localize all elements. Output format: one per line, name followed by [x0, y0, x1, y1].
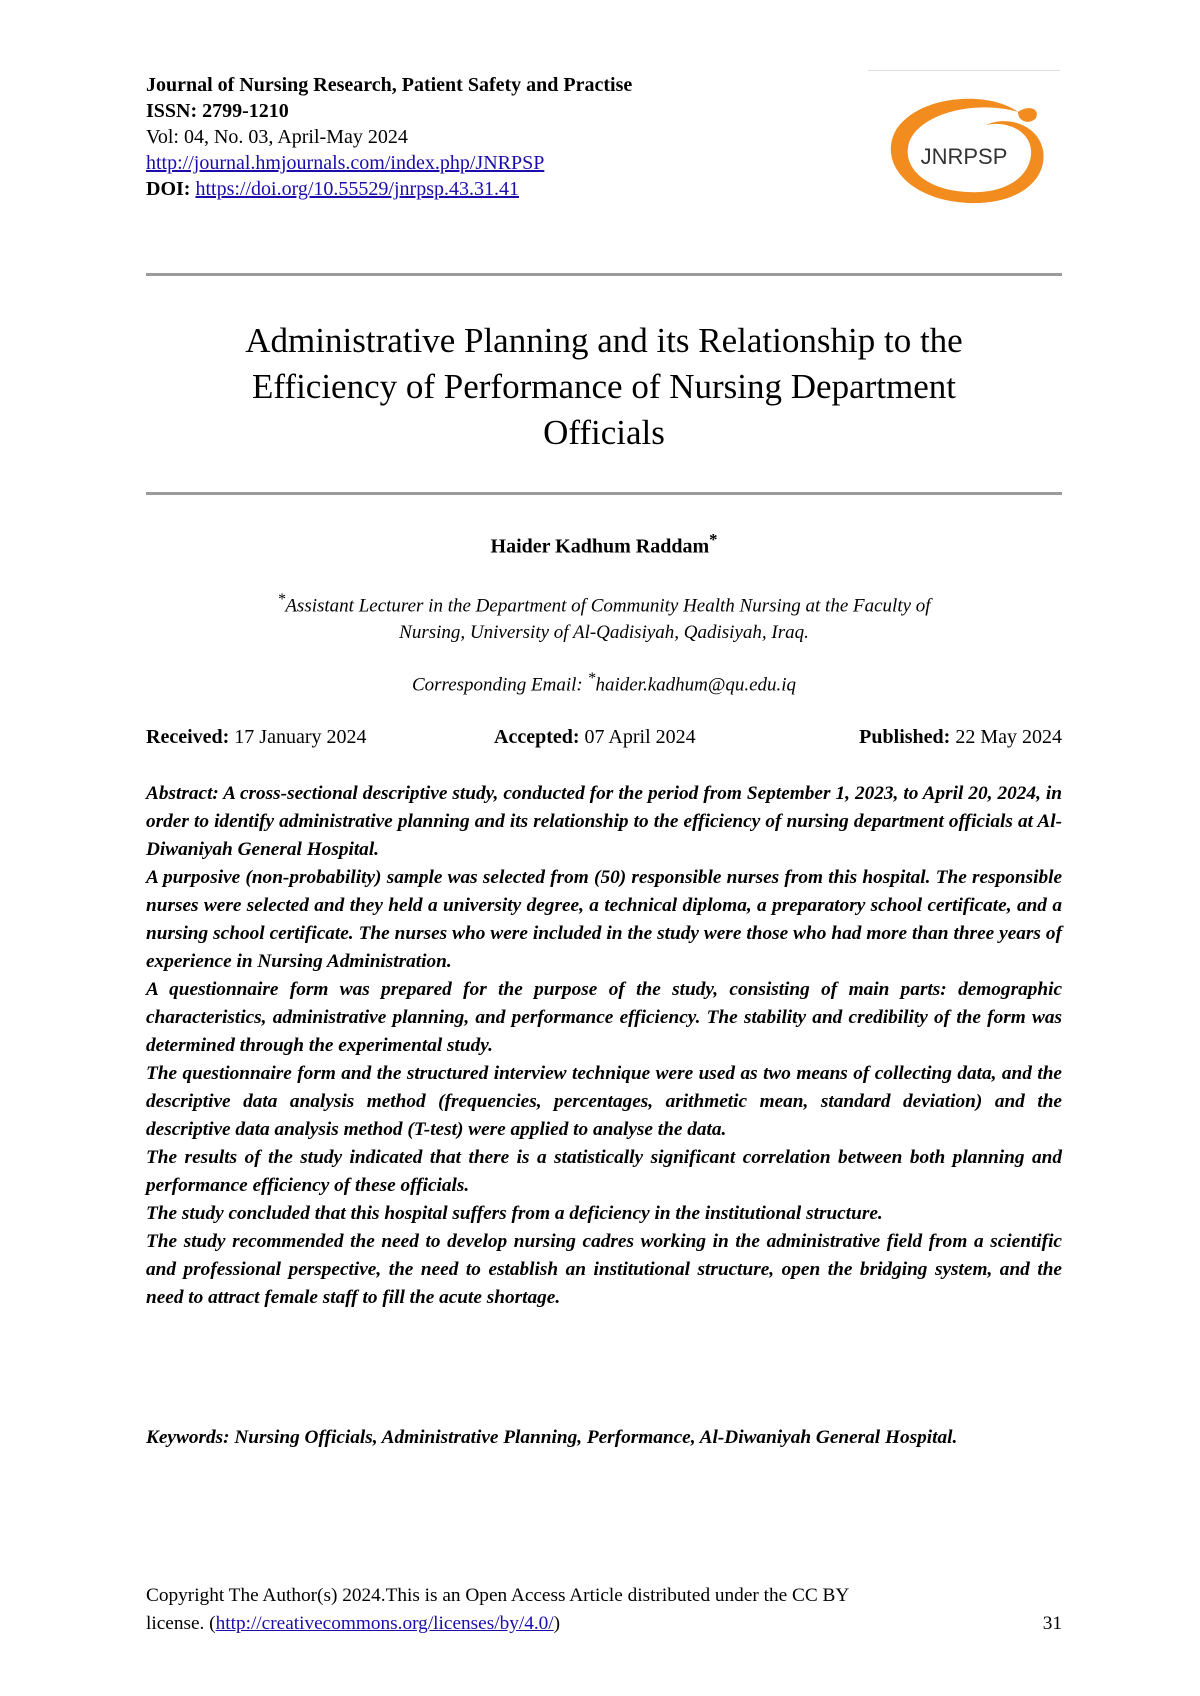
issn: ISSN: 2799-1210: [146, 100, 289, 122]
abstract-paragraph: Abstract: A cross-sectional descriptive study, conducted for the period from September 1, 2023, to April 20, 2024, in order to identify administrative planning and its relationship to the efficiency of nursing department officials at Al-Diwaniyah General Hospital.: [146, 783, 1062, 860]
keywords: Keywords: Nursing Officials, Administrative Planning, Performance, Al-Diwaniyah General Hospital.: [146, 1427, 958, 1448]
published-date: [859, 726, 1062, 749]
license-suffix: ): [553, 1613, 561, 1634]
top-divider: [146, 273, 1062, 276]
affiliation-mark: *: [277, 591, 286, 608]
corresponding-email: [146, 670, 1062, 696]
license-link[interactable]: http://creativecommons.org/licenses/by/4.0/: [215, 1613, 554, 1634]
paper-title: [146, 318, 1062, 456]
page-number: 31: [1042, 1613, 1062, 1634]
abstract-paragraph: The study concluded that this hospital suffers from a deficiency in the institutional structure.: [146, 1203, 883, 1224]
logo-divider: [868, 70, 1060, 71]
email-mark: *: [587, 670, 596, 687]
title-line-3: Officials: [543, 413, 665, 452]
page-footer: [146, 1582, 1062, 1638]
email-address[interactable]: haider.kadhum@qu.edu.iq: [595, 674, 797, 696]
received-date: [146, 726, 367, 749]
accepted-date: [494, 726, 696, 749]
volume-info: Vol: 04, No. 03, April-May 2024: [146, 126, 408, 148]
abstract-paragraph: The questionnaire form and the structured interview technique were used as two means of collecting data, and the descriptive data analysis method (frequencies, percentages, arithmetic mean, standard deviation) and the descriptive data analysis method (T-test) were applied to analyse the data.: [146, 1063, 1062, 1140]
jnrpsp-logo: [868, 70, 1060, 218]
email-label: Corresponding Email:: [411, 674, 583, 696]
abstract: [146, 780, 1062, 1312]
doi-link[interactable]: https://doi.org/10.55529/jnrpsp.43.31.41: [195, 178, 519, 200]
affiliation-line-2: Nursing, University of Al-Qadisiyah, Qadisiyah, Iraq.: [399, 622, 809, 644]
journal-url-link[interactable]: http://journal.hmjournals.com/index.php/JNRPSP: [146, 152, 545, 174]
received-label: Received:: [146, 726, 230, 748]
author-mark: *: [709, 530, 718, 549]
received-value: 17 January 2024: [234, 726, 367, 748]
accepted-value: 07 April 2024: [584, 726, 696, 748]
author-name: Haider Kadhum Raddam: [490, 535, 710, 558]
abstract-paragraph: The study recommended the need to develop nursing cadres working in the administrative field from a scientific and professional perspective, the need to establish an institutional structure, open the bridging system, and the need to attract female staff to fill the acute shortage.: [146, 1231, 1062, 1308]
abstract-paragraph: A questionnaire form was prepared for the purpose of the study, consisting of main parts: demographic characteristics, administrative planning, and performance efficiency. The stability and credibility of the form was determined through the experimental study.: [146, 979, 1062, 1056]
title-line-2: Efficiency of Performance of Nursing Department: [252, 367, 956, 406]
logo-swirl-icon: [868, 70, 1060, 218]
license-prefix: license. (: [146, 1613, 216, 1634]
abstract-paragraph: A purposive (non-probability) sample was selected from (50) responsible nurses from this hospital. The responsible nurses were selected and they held a university degree, a technical diploma, a preparatory school certificate, and a nursing school certificate. The nurses who were included in the study were those who had more than three years of experience in Nursing Administration.: [146, 867, 1062, 972]
doi-label: DOI:: [146, 178, 191, 200]
published-label: Published:: [859, 726, 951, 748]
journal-name: Journal of Nursing Research, Patient Safety and Practise: [146, 74, 633, 96]
author: [146, 530, 1062, 559]
copyright-notice: Copyright The Author(s) 2024.This is an Open Access Article distributed under the CC BY: [146, 1585, 850, 1606]
affiliation-line-1: Assistant Lecturer in the Department of Community Health Nursing at the Faculty of: [285, 595, 931, 617]
title-divider: [146, 492, 1062, 495]
affiliation: [146, 586, 1062, 646]
abstract-paragraph: The results of the study indicated that there is a statistically significant correlation between both planning and performance efficiency of these officials.: [146, 1147, 1062, 1196]
logo-text: JNRPSP: [920, 144, 1008, 169]
published-value: 22 May 2024: [955, 726, 1062, 748]
journal-header: [146, 72, 632, 202]
license-line: [146, 1610, 1062, 1638]
title-line-1: Administrative Planning and its Relationship to the: [245, 321, 963, 360]
accepted-label: Accepted:: [494, 726, 580, 748]
